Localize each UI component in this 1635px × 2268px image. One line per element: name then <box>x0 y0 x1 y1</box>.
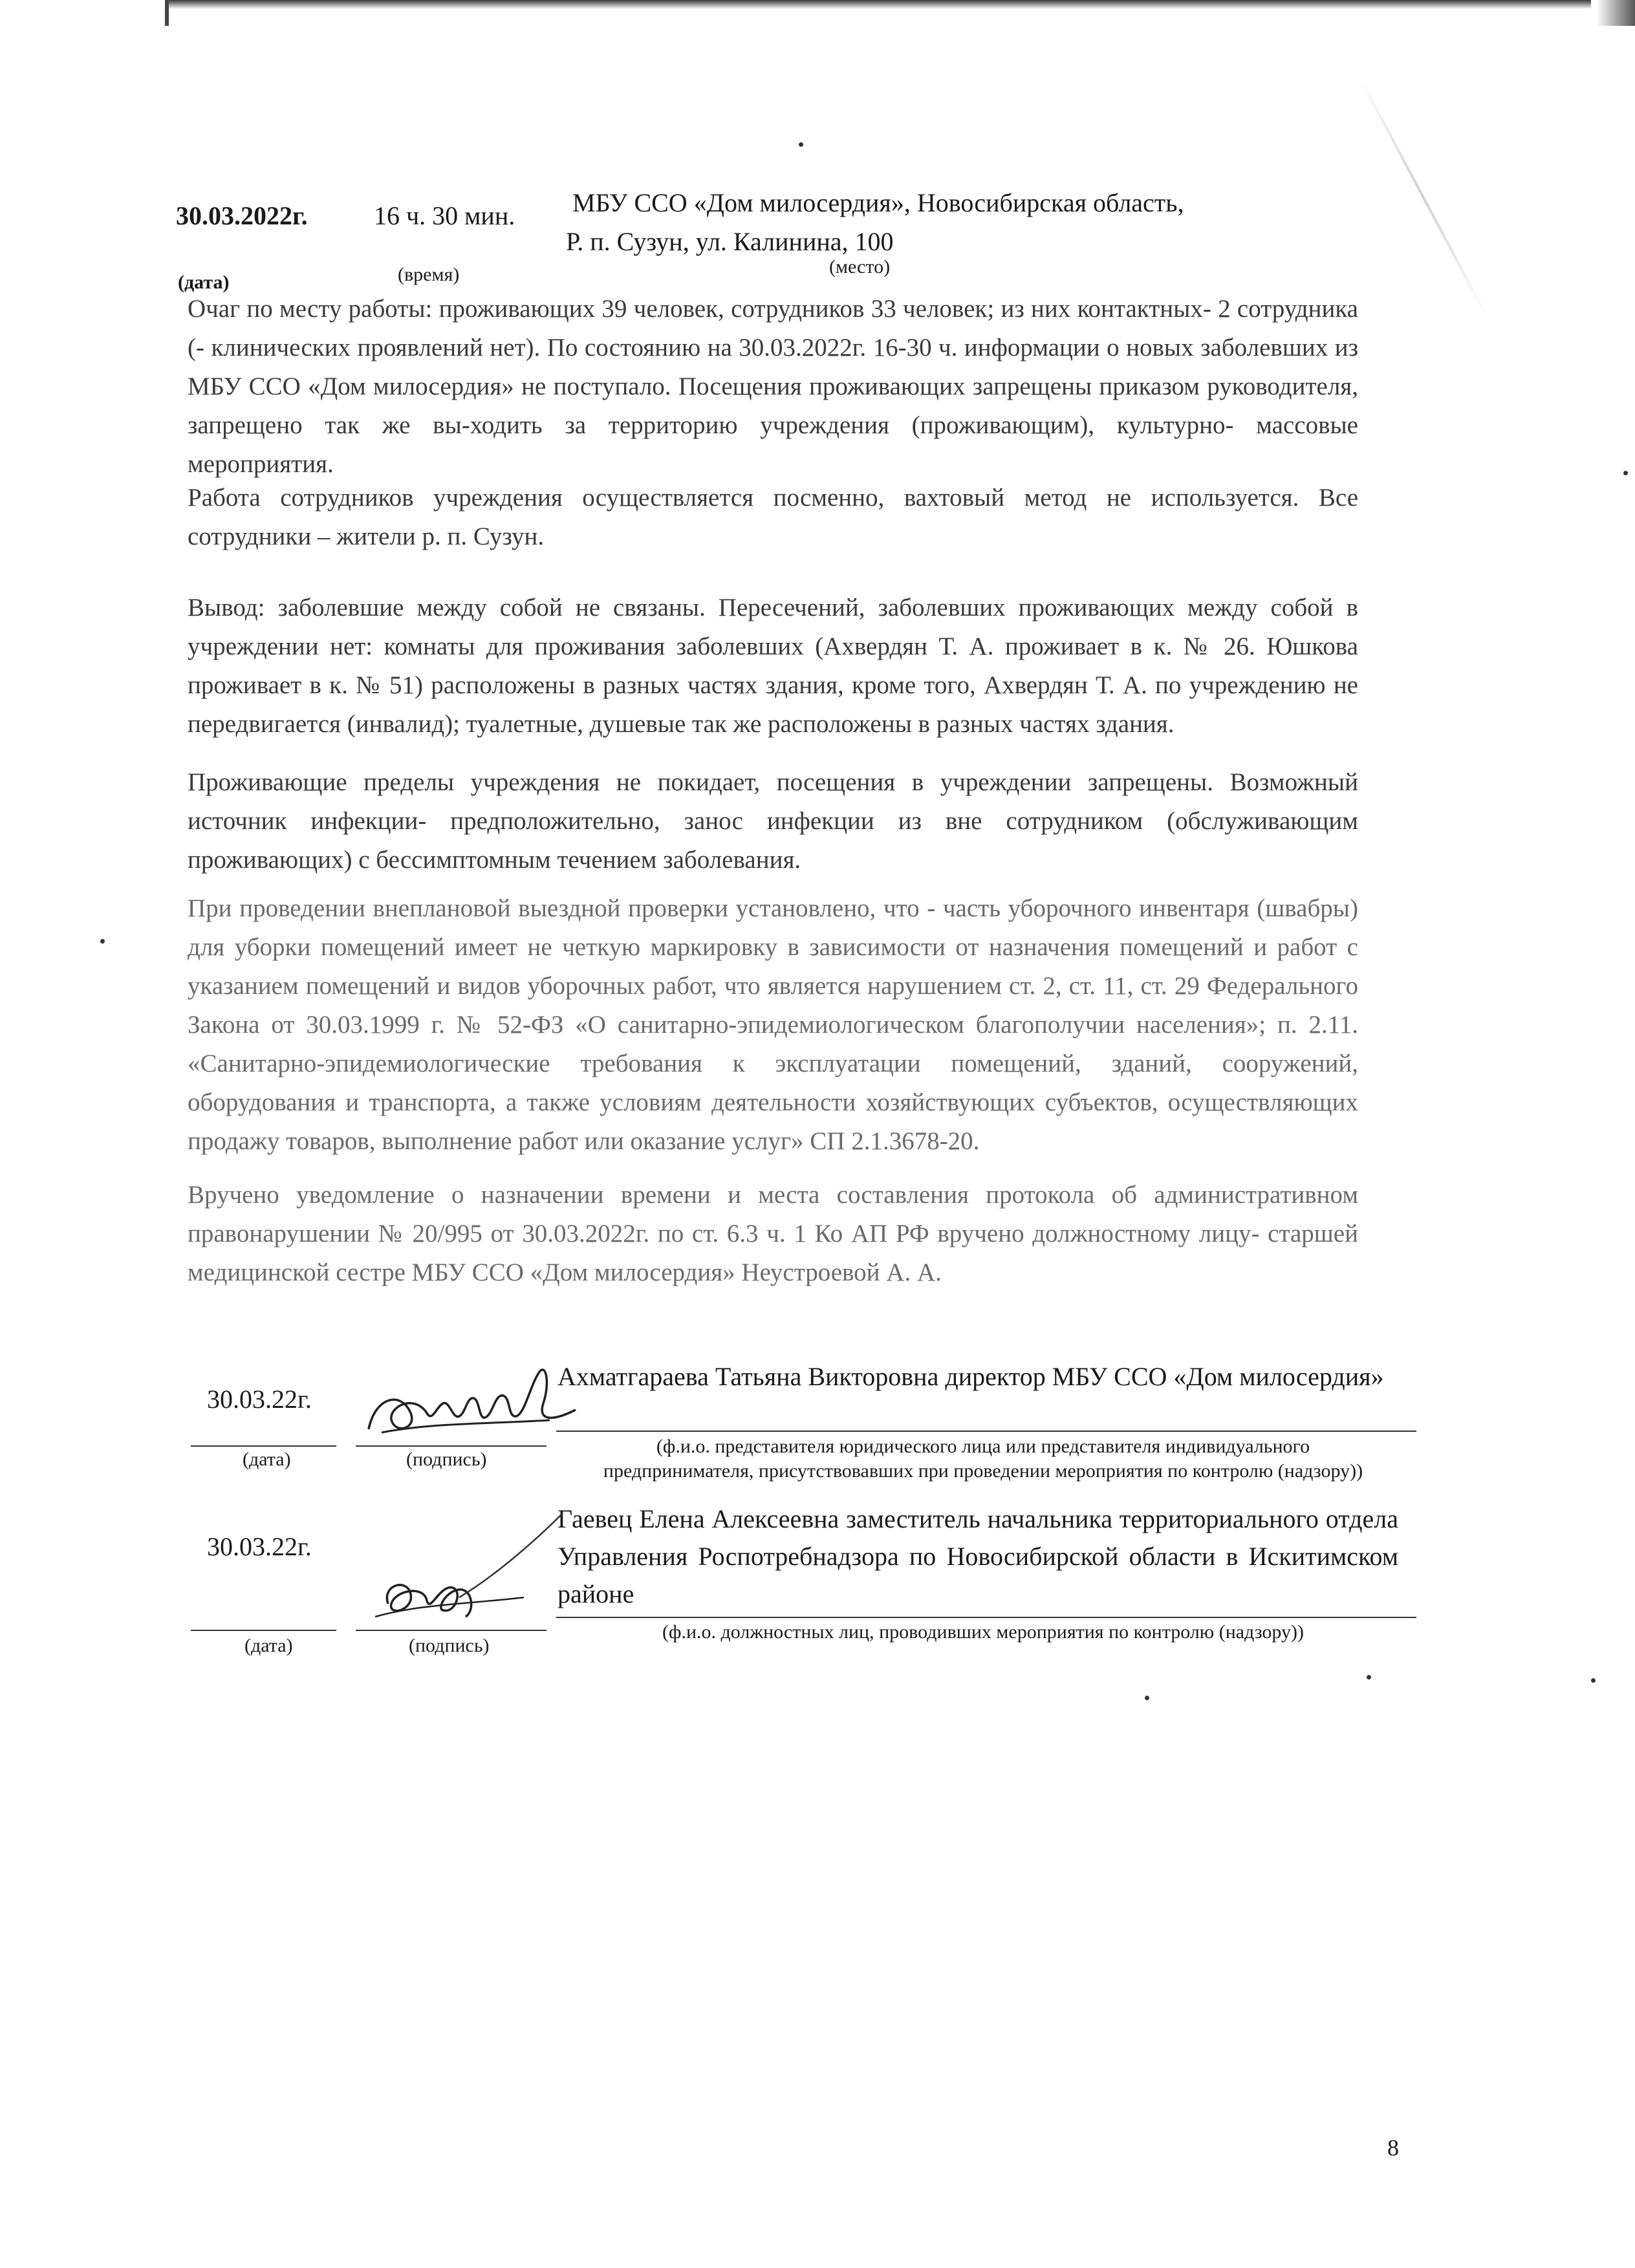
scan-speck <box>799 142 803 147</box>
body-paragraph-4 <box>188 763 1358 880</box>
scan-speck <box>100 939 105 944</box>
signature-1-name: Ахматгараева Татьяна Викторовна директор МБУ ССО «Дом милосердия» <box>558 1362 1384 1391</box>
signature-1-date-caption: (дата) <box>243 1449 291 1470</box>
header-date: 30.03.2022г. <box>176 201 308 230</box>
body-paragraph-5 <box>188 889 1358 1161</box>
body-text-5: При проведении внеплановой выездной проверки установлено, что - часть уборочного инвентаря (швабры) для уборки помещений имеет не четкую маркировку в зависимости от назначения помещений и работ с указанием помещений и видов уборочных работ, что является нарушением ст. 2, ст. 11, ст. 29 Федерального Закона от 30.03.1999 г. № 52-ФЗ «О санитарно-эпидемиологическом благополучии населения»; п. 2.11. «Санитарно-эпидемиологические требования к эксплуатации помещений, зданий, сооружений, оборудования и транспорта, а также условиям деятельности хозяйствующих субъектов, осуществляющих продажу товаров, выполнение работ или оказание услуг» СП 2.1.3678-20. <box>188 894 1358 1155</box>
header-place-caption: (место) <box>829 256 891 277</box>
paper-fold-line <box>1358 76 1488 318</box>
body-paragraph-1 <box>188 290 1358 484</box>
signature-1-date: 30.03.22г. <box>207 1385 312 1414</box>
body-text-1: Очаг по месту работы: проживающих 39 человек, сотрудников 33 человек; из них контактных- 2 сотрудника (- клинических проявлений нет). По состоянию на 30.03.2022г. 16-30 ч. информации о новых заболевших из МБУ ССО «Дом милосердия» не поступало. Посещения проживающих запрещены приказом руководителя, запрещено так же вы-ходить за территорию учреждения (проживающим), культурно- массовые мероприятия. <box>188 295 1358 478</box>
scan-speck <box>1623 471 1628 475</box>
signature-1-name-caption: (ф.и.о. представителя юридического лица или представителя индивидуального предпринимателя, присутствовавших при проведении мероприятия по контролю (надзору)) <box>603 1436 1363 1482</box>
signature-1-handwritten <box>356 1358 589 1449</box>
body-text-2: Работа сотрудников учреждения осуществляется посменно, вахтовый метод не используется. Все сотрудники – жители р. п. Сузун. <box>188 484 1358 550</box>
page-number: 8 <box>1387 2135 1399 2161</box>
body-paragraph-6 <box>188 1176 1358 1292</box>
body-paragraph-3 <box>188 589 1358 744</box>
signature-1-sign-caption: (подпись) <box>406 1449 487 1470</box>
header-time-caption: (время) <box>398 264 460 285</box>
scan-corner-shadow <box>1596 0 1635 26</box>
body-text-4: Проживающие пределы учреждения не покидает, посещения в учреждении запрещены. Возможный источник инфекции- предположительно, занос инфекции из вне сотрудником (обслуживающим проживающих) с бессимптомным течением заболевания. <box>188 768 1358 874</box>
signature-1-name-line <box>556 1431 1416 1432</box>
body-text-6: Вручено уведомление о назначении времени и места составления протокола об административном правонарушении № 20/995 от 30.03.2022г. по ст. 6.3 ч. 1 Ко АП РФ вручено должностному лицу- старшей медицинской сестре МБУ ССО «Дом милосердия» Неустроевой А. А. <box>188 1181 1358 1286</box>
scan-edge-shadow <box>168 0 1591 9</box>
signature-1-date-line <box>191 1445 336 1447</box>
header-place-line2: Р. п. Сузун, ул. Калинина, 100 <box>566 227 894 256</box>
header-time: 16 ч. 30 мин. <box>374 201 515 230</box>
signature-2-date: 30.03.22г. <box>207 1532 312 1561</box>
header-place-line1: МБУ ССО «Дом милосердия», Новосибирская область, <box>572 188 1184 217</box>
body-paragraph-2 <box>188 479 1358 556</box>
signature-2-name: Гаевец Елена Алексеевна заместитель начальника территориального отдела Управления Роспотребнадзора по Новосибирской области в Искитимском районе <box>558 1504 1398 1608</box>
scan-edge-mark <box>165 0 169 26</box>
signature-2-sign-caption: (подпись) <box>409 1635 490 1656</box>
header-date-caption: (дата) <box>178 272 230 293</box>
scan-speck <box>1591 1678 1596 1683</box>
signature-2-handwritten <box>362 1507 582 1636</box>
scan-speck <box>1367 1675 1371 1679</box>
body-text-3: Вывод: заболевшие между собой не связаны. Пересечений, заболевших проживающих между собой в учреждении нет: комнаты для проживания заболевших (Ахвердян Т. А. проживает в к. № 26. Юшкова проживает в к. № 51) расположены в разных частях здания, кроме того, Ахвердян Т. А. по учреждению не передвигается (инвалид); туалетные, душевые так же расположены в разных частях здания. <box>188 594 1358 738</box>
scan-speck <box>1145 1696 1149 1700</box>
signature-2-name-caption: (ф.и.о. должностных лиц, проводивших мероприятия по контролю (надзору)) <box>662 1621 1304 1643</box>
signature-2-date-line <box>191 1630 336 1631</box>
signature-2-name-line <box>556 1617 1416 1618</box>
signature-2-date-caption: (дата) <box>244 1635 293 1656</box>
